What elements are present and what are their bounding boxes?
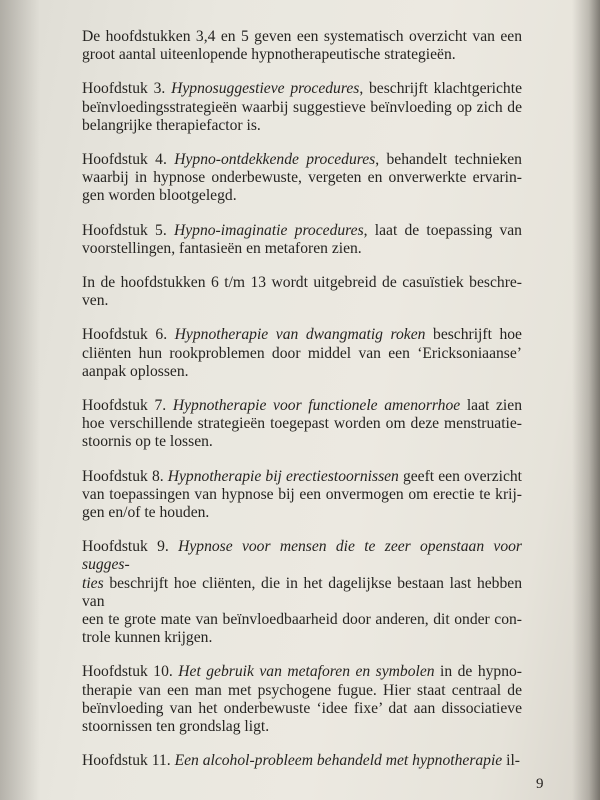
text-line: [82, 718, 522, 736]
text-line: [82, 274, 522, 292]
text-line: [82, 46, 522, 64]
text-run: Hoofdstuk 4.: [82, 151, 175, 169]
paragraph: [82, 663, 522, 736]
text-run: , laat de toepassing van: [363, 221, 522, 239]
chapter-title: Hypno-imaginatie procedures: [173, 221, 364, 239]
text-line: [82, 117, 522, 135]
text-run: , behandelt technieken: [375, 151, 522, 169]
text-line: [82, 663, 522, 681]
text-line: [82, 538, 522, 574]
text-run: Hoofdstuk 7.: [82, 397, 173, 415]
text-line: [82, 433, 522, 451]
text-run: beschrijft hoe cliënten, die in het dagelijkse bestaan last hebben van: [82, 574, 522, 610]
text-line: [82, 345, 522, 363]
text-run: in de hypno-: [434, 663, 522, 681]
paragraph: [82, 538, 522, 647]
text-line: [82, 486, 522, 504]
text-run: therapie van een man met psychogene fugue. Hier staat centraal de: [82, 681, 522, 699]
text-run: Hoofdstuk 5.: [82, 221, 174, 239]
text-line: [82, 363, 522, 381]
chapter-title: Hypnose voor mensen die te zeer openstaan voor sugges-: [82, 538, 522, 574]
text-line: [82, 99, 522, 117]
chapter-title: Hypnosuggestieve procedures: [171, 80, 360, 98]
text-run: , beschrijft klachtgerichte: [359, 80, 522, 98]
text-run: Hoofdstuk 11.: [82, 752, 175, 770]
text-run: waarbij in hypnose onderbewuste, vergeten en onverwerkte ervarin-: [82, 169, 522, 187]
text-run: van toepassingen van hypnose bij een onvermogen om erectie te krij-: [82, 485, 522, 503]
text-run: Hoofdstuk 6.: [82, 326, 175, 344]
paragraph: [82, 151, 522, 206]
text-run: Hoofdstuk 9.: [82, 538, 179, 556]
text-run: beïnvloeding van het onderbewuste ‘idee fixe’ dat aan dissociatieve: [82, 699, 522, 717]
paragraph: [82, 80, 522, 135]
chapter-title: Hypnotherapie bij erectiestoornissen: [167, 467, 399, 485]
paragraph: [82, 752, 522, 770]
text-line: [82, 326, 522, 344]
text-run: Hoofdstuk 10.: [82, 663, 179, 681]
text-run: trole kunnen krijgen.: [82, 629, 213, 647]
paragraph: [82, 468, 522, 523]
chapter-title: Hypno-ontdekkende procedures: [174, 151, 376, 169]
text-run: stoornissen ten grondslag ligt.: [82, 718, 270, 736]
text-run: voorstellingen, fantasieën en metaforen zien.: [82, 239, 362, 257]
text-line: [82, 222, 522, 240]
text-line: [82, 187, 522, 205]
text-run: il-: [502, 752, 520, 770]
text-run: Hoofdstuk 8.: [82, 467, 168, 485]
text-run: ven.: [82, 292, 109, 310]
text-line: [82, 611, 522, 629]
text-run: stoornis op te lossen.: [82, 433, 213, 451]
text-run: cliënten hun rookproblemen door middel van een ‘Ericksoniaanse’: [82, 344, 522, 362]
paragraph: [82, 28, 522, 64]
chapter-title: Het gebruik van metaforen en symbolen: [178, 663, 435, 681]
text-run: geeft een overzicht: [398, 467, 522, 485]
text-run: aanpak oplossen.: [82, 362, 189, 380]
body-text: [82, 28, 522, 787]
text-line: [82, 415, 522, 433]
text-run: gen en/of te houden.: [82, 504, 210, 522]
text-line: [82, 28, 522, 46]
text-line: [82, 468, 522, 486]
text-run: gen worden blootgelegd.: [82, 187, 237, 205]
text-line: [82, 752, 522, 770]
paragraph: [82, 326, 522, 381]
page-edge-shadow: [572, 0, 600, 800]
text-run: een te grote mate van beïnvloedbaarheid door anderen, dit onder con-: [82, 611, 522, 629]
text-run: hoe verschillende strategieën toegepast worden om deze menstruatie-: [82, 415, 522, 433]
chapter-title: Hypnotherapie van dwangmatig roken: [174, 326, 426, 344]
text-run: groot aantal uiteenlopende hypnotherapeutische strategieën.: [82, 46, 456, 64]
text-line: [82, 169, 522, 187]
text-line: [82, 575, 522, 611]
text-line: [82, 629, 522, 647]
text-line: [82, 504, 522, 522]
text-run: De hoofdstukken 3,4 en 5 geven een systematisch overzicht van een: [82, 28, 522, 45]
text-line: [82, 292, 522, 310]
paragraph: [82, 222, 522, 258]
text-run: laat zien: [460, 397, 522, 415]
text-run: Hoofdstuk 3.: [82, 80, 172, 98]
gutter-shadow: [0, 0, 40, 800]
paragraph: [82, 397, 522, 452]
text-run: beschrijft hoe: [425, 326, 522, 344]
text-line: [82, 151, 522, 169]
page-number: 9: [536, 776, 544, 792]
text-line: [82, 397, 522, 415]
text-run: In de hoofdstukken 6 t/m 13 wordt uitgebreid de casuïstiek beschre-: [82, 274, 522, 292]
text-run: belangrijke therapiefactor is.: [82, 116, 261, 134]
text-line: [82, 80, 522, 98]
chapter-title: Een alcohol-probleem behandeld met hypnotherapie: [174, 752, 503, 770]
text-line: [82, 682, 522, 700]
chapter-title: Hypnotherapie voor functionele amenorrhoe: [172, 397, 461, 415]
text-line: [82, 240, 522, 258]
text-run: beïnvloedingsstrategieën waarbij suggestieve beïnvloeding op zich de: [82, 98, 522, 116]
paragraph: [82, 274, 522, 310]
text-line: [82, 700, 522, 718]
chapter-title: ties: [82, 574, 104, 592]
